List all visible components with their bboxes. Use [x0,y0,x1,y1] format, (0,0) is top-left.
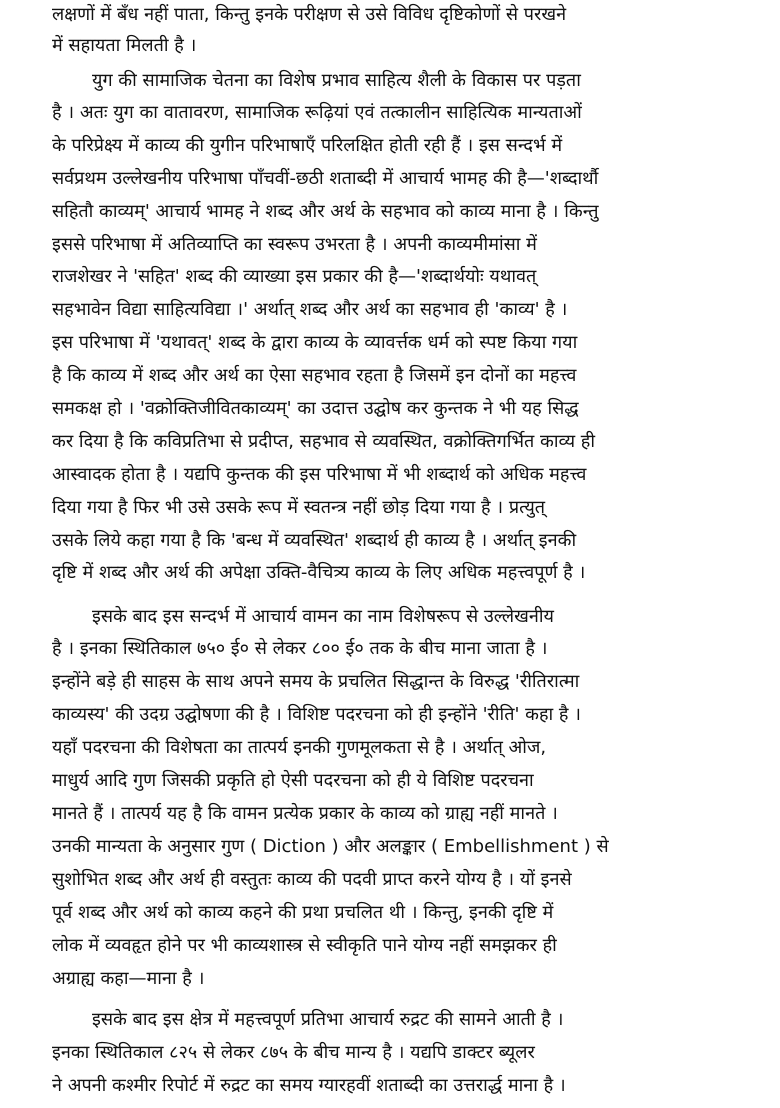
text-line: इससे परिभाषा में अतिव्याप्ति का स्वरूप उभरता है । अपनी काव्यमीमांसा में [52,234,537,255]
text-line: ने अपनी कश्मीर रिपोर्ट में रुद्रट का समय ग्यारहवीं शताब्दी का उत्तरार्द्ध माना है । [52,1075,566,1096]
text-line: यहाँ पदरचना की विशेषता का तात्पर्य इनकी गुणमूलकता से है । अर्थात् ओज, [52,737,547,758]
text-line: काव्यस्य' की उदग्र उद्घोषणा की है । विशिष्ट पदरचना को ही इन्होंने 'रीति' कहा है । [52,704,581,725]
text-line: आस्वादक होता है । यद्यपि कुन्तक की इस परिभाषा में भी शब्दार्थ को अधिक महत्त्व [52,464,587,485]
text-line: माधुर्य आदि गुण जिसकी प्रकृति हो ऐसी पदरचना को ही ये विशिष्ट पदरचना [52,770,534,791]
text-line: लक्षणों में बँध नहीं पाता, किन्तु इनके परीक्षण से उसे विविध दृष्टिकोणों से परखने [52,4,567,25]
text-line: समकक्ष हो । 'वक्रोक्तिजीवितकाव्यम्' का उदात्त उद्घोष कर कुन्तक ने भी यह सिद्ध [52,398,579,419]
text-line: पूर्व शब्द और अर्थ को काव्य कहने की प्रथा प्रचलित थी । किन्तु, इनकी दृष्टि में [52,902,554,923]
text-line: सुशोभित शब्द और अर्थ ही वस्तुतः काव्य की पदवी प्राप्त करने योग्य है । यों इनसे [52,869,572,890]
text-line: के परिप्रेक्ष्य में काव्य की युगीन परिभाषाएँ परिलक्षित होती रही हैं । इस सन्दर्भ में [52,135,563,156]
paragraph-first-line: इसके बाद इस क्षेत्र में महत्त्वपूर्ण प्रतिभा आचार्य रुद्रट की सामने आती है । [92,1009,564,1030]
text-line: राजशेखर ने 'सहित' शब्द की व्याख्या इस प्रकार की है—'शब्दार्थयोः यथावत् [52,266,537,287]
text-line: इनका स्थितिकाल ८२५ से लेकर ८७५ के बीच मान्य है । यद्यपि डाक्टर ब्यूलर [52,1042,535,1063]
text-line: उसके लिये कहा गया है कि 'बन्ध में व्यवस्थित' शब्दार्थ ही काव्य है । अर्थात् इनकी [52,530,577,551]
text-line: अग्राह्य कहा—माना है । [52,968,205,989]
text-line: दृष्टि में शब्द और अर्थ की अपेक्षा उक्ति-वैचित्र्य काव्य के लिए अधिक महत्त्वपूर्ण है । [52,562,586,583]
paragraph-first-line: युग की सामाजिक चेतना का विशेष प्रभाव साहित्य शैली के विकास पर पड़ता [92,70,581,91]
text-line: दिया गया है फिर भी उसे उसके रूप में स्वतन्त्र नहीं छोड़ दिया गया है । प्रत्युत् [52,497,546,518]
text-line: सहभावेन विद्या साहित्यविद्या ।' अर्थात् शब्द और अर्थ का सहभाव ही 'काव्य' है । [52,299,568,320]
text-line: है कि काव्य में शब्द और अर्थ का ऐसा सहभाव रहता है जिसमें इन दोनों का महत्त्व [52,365,577,386]
text-line: लोक में व्यवहृत होने पर भी काव्यशास्त्र से स्वीकृति पाने योग्य नहीं समझकर ही [52,935,557,956]
text-line: है । अतः युग का वातावरण, सामाजिक रूढ़ियां एवं तत्कालीन साहित्यिक मान्यताओं [52,102,582,123]
text-line: में सहायता मिलती है । [52,35,197,56]
text-line: सहितौ काव्यम्' आचार्य भामह ने शब्द और अर्थ के सहभाव को काव्य माना है । किन्तु [52,201,599,222]
text-line: कर दिया है कि कविप्रतिभा से प्रदीप्त, सहभाव से व्यवस्थित, वक्रोक्तिगर्भित काव्य ही [52,431,596,452]
paragraph-first-line: इसके बाद इस सन्दर्भ में आचार्य वामन का नाम विशेषरूप से उल्लेखनीय [92,606,554,627]
text-line: इस परिभाषा में 'यथावत्' शब्द के द्वारा काव्य के व्यावर्त्तक धर्म को स्पष्ट किया गया [52,332,578,353]
text-line: है । इनका स्थितिकाल ७५० ई० से लेकर ८०० ई० तक के बीच माना जाता है । [52,638,548,659]
text-line: सर्वप्रथम उल्लेखनीय परिभाषा पाँचवीं-छठी शताब्दी में आचार्य भामह की है—'शब्दार्थौ [52,168,599,189]
text-line: इन्होंने बड़े ही साहस के साथ अपने समय के प्रचलित सिद्धान्त के विरुद्ध 'रीतिरात्मा [52,671,580,692]
text-line: मानते हैं । तात्पर्य यह है कि वामन प्रत्येक प्रकार के काव्य को ग्राह्य नहीं मानते । [52,803,558,824]
text-line: उनकी मान्यता के अनुसार गुण ( Diction ) और अलङ्कार ( Embellishment ) से [52,836,609,857]
